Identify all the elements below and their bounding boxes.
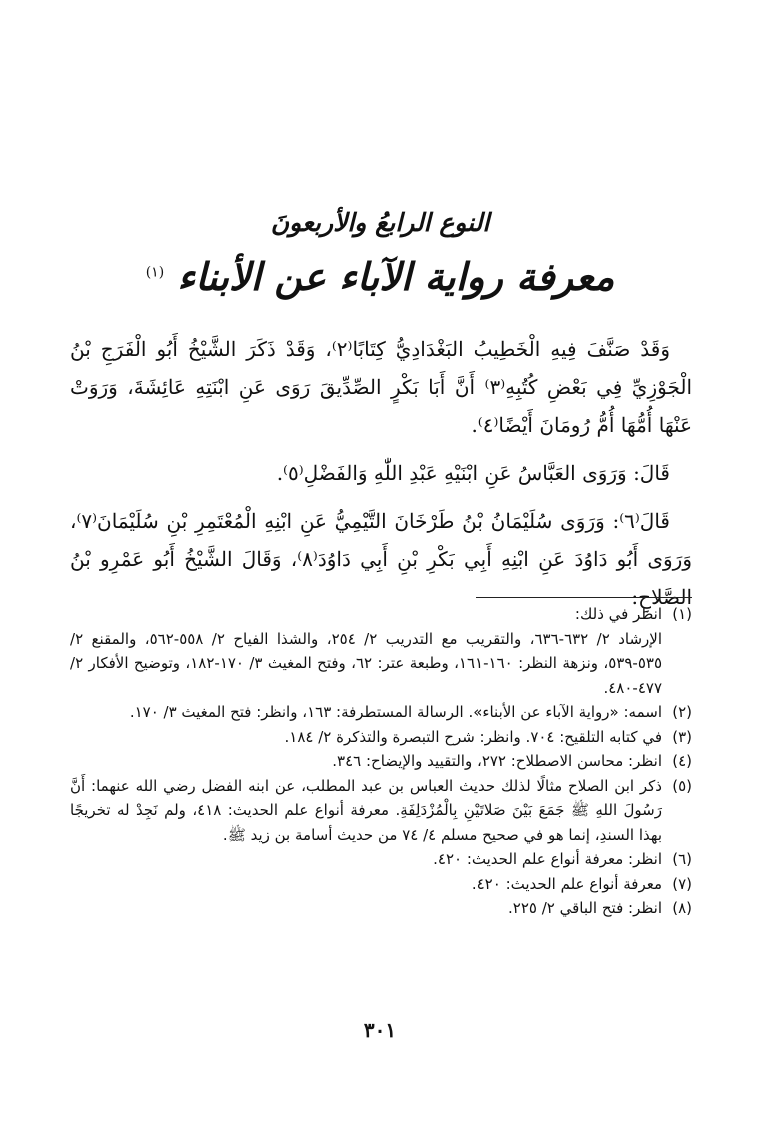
footnote	[70, 725, 692, 750]
footnote-number: (١)	[672, 605, 692, 623]
body-paragraph: قَالَ: وَرَوَى العَبَّاسُ عَنِ ابْنَيْهِ عَبْدِ اللّٰهِ وَالفَضْلِ⁽٥⁾.	[276, 461, 670, 485]
chapter-title-footnote-marker: (١)	[145, 264, 165, 281]
footnote-text: انظر: محاسن الاصطلاح: ٢٧٢، والتقييد والإيضاح: ٣٤٦.	[332, 752, 662, 770]
footnote-number: (٢)	[672, 703, 692, 721]
footnote-number: (٨)	[672, 899, 692, 917]
footnote	[70, 700, 692, 725]
footnote	[70, 749, 692, 774]
footnote	[70, 872, 692, 897]
footnote-text: انظر: معرفة أنواع علم الحديث: ٤٢٠.	[433, 850, 662, 868]
footnote	[70, 896, 692, 921]
footnote-text: انظر: فتح الباقي ٢/ ٢٢٥.	[507, 899, 662, 917]
footnote-text: معرفة أنواع علم الحديث: ٤٢٠.	[471, 874, 662, 893]
chapter-title-text: معرفة رواية الآباء عن الأبناء	[177, 254, 615, 299]
footnote-number: (٧)	[672, 874, 692, 893]
footnote	[70, 774, 692, 848]
footnote-text: اسمه: «رواية الآباء عن الأبناء». الرسالة المستطرفة: ١٦٣، وانظر: فتح المغيث ٣/ ١٧٠.	[129, 703, 662, 721]
page-number: ٣٠١	[363, 1018, 397, 1042]
footnote-text: انظر في ذلك: الإرشاد ٢/ ٦٣٢-٦٣٦، والتقريب مع التدريب ٢/ ٢٥٤، والشذا الفياح ٢/ ٥٥٨-٥٦٢، والمقنع ٢/ ٥٣٥-٥٣٩، ونزهة النظر: ١٦٠-١٦١، وطبعة عتر: ٦٢، وفتح المغيث ٣/ ١٧٠-١٨٢، وتوضيح الأفكار ٢/ ٤٧٧-٤٨٠.	[70, 605, 663, 697]
footnote-number: (٦)	[672, 850, 692, 868]
main-text	[70, 330, 692, 626]
body-paragraph: وَقَدْ صَنَّفَ فِيهِ الْخَطِيبُ البَغْدَادِيُّ كِتَابًا⁽٢⁾، وَقَدْ ذَكَرَ الشَّيْخُ أَبُو الْفَرَجِ بْنُ الْجَوْزِيِّ فِي بَعْضِ كُتُبِهِ⁽٣⁾ أَنَّ أَبَا بَكْرٍ الصِّدِّيقَ رَوَى عَنِ ابْنَتِهِ عَائِشَةَ، وَرَوَتْ عَنْهَا أُمُّهَا أُمُّ رُومَانَ أَيْضًا⁽٤⁾.	[70, 337, 693, 437]
footnote	[70, 847, 692, 872]
footnotes	[70, 602, 692, 921]
body-paragraph: قَالَ⁽٦⁾: وَرَوَى سُلَيْمَانُ بْنُ طَرْخَانَ التَّيْمِيُّ عَنِ ابْنِهِ الْمُعْتَمِرِ بْنِ سُلَيْمَانَ⁽٧⁾، وَرَوَى أَبُو دَاوُدَ عَنِ ابْنِهِ أَبِي بَكْرِ بْنِ أَبِي دَاوُدَ⁽٨⁾، وَقَالَ الشَّيْخُ أَبُو عَمْرِو بْنُ الصَّلاحِ:	[70, 509, 692, 609]
footnote-text: ذكر ابن الصلاح مثالًا لذلك حديث العباس بن عبد المطلب، عن ابنه الفضل رضي الله عنهما: أَنَّ رَسُولَ اللهِ ﷺ جَمَعَ بَيْنَ صَلاتَيْنِ بِالْمُزْدَلِفَةِ. معرفة أنواع علم الحديث: ٤١٨، ولم نَجِدْ له تخريجًا بهذا السندِ، إنما هو في صحيح مسلم ٤/ ٧٤ من حديث أسامة بن زيد ﷺ.	[70, 776, 662, 844]
footnote-text: في كتابه التلقيح: ٧٠٤. وانظر: شرح التبصرة والتذكرة ٢/ ١٨٤.	[284, 727, 662, 746]
footnote-number: (٥)	[672, 776, 692, 795]
footnote-number: (٤)	[672, 752, 692, 770]
footnote	[70, 602, 692, 700]
footnote-separator	[476, 597, 692, 598]
chapter-title	[0, 254, 760, 299]
chapter-heading: النوع الرابعُ والأربعونَ	[270, 208, 490, 237]
footnote-number: (٣)	[672, 727, 692, 746]
